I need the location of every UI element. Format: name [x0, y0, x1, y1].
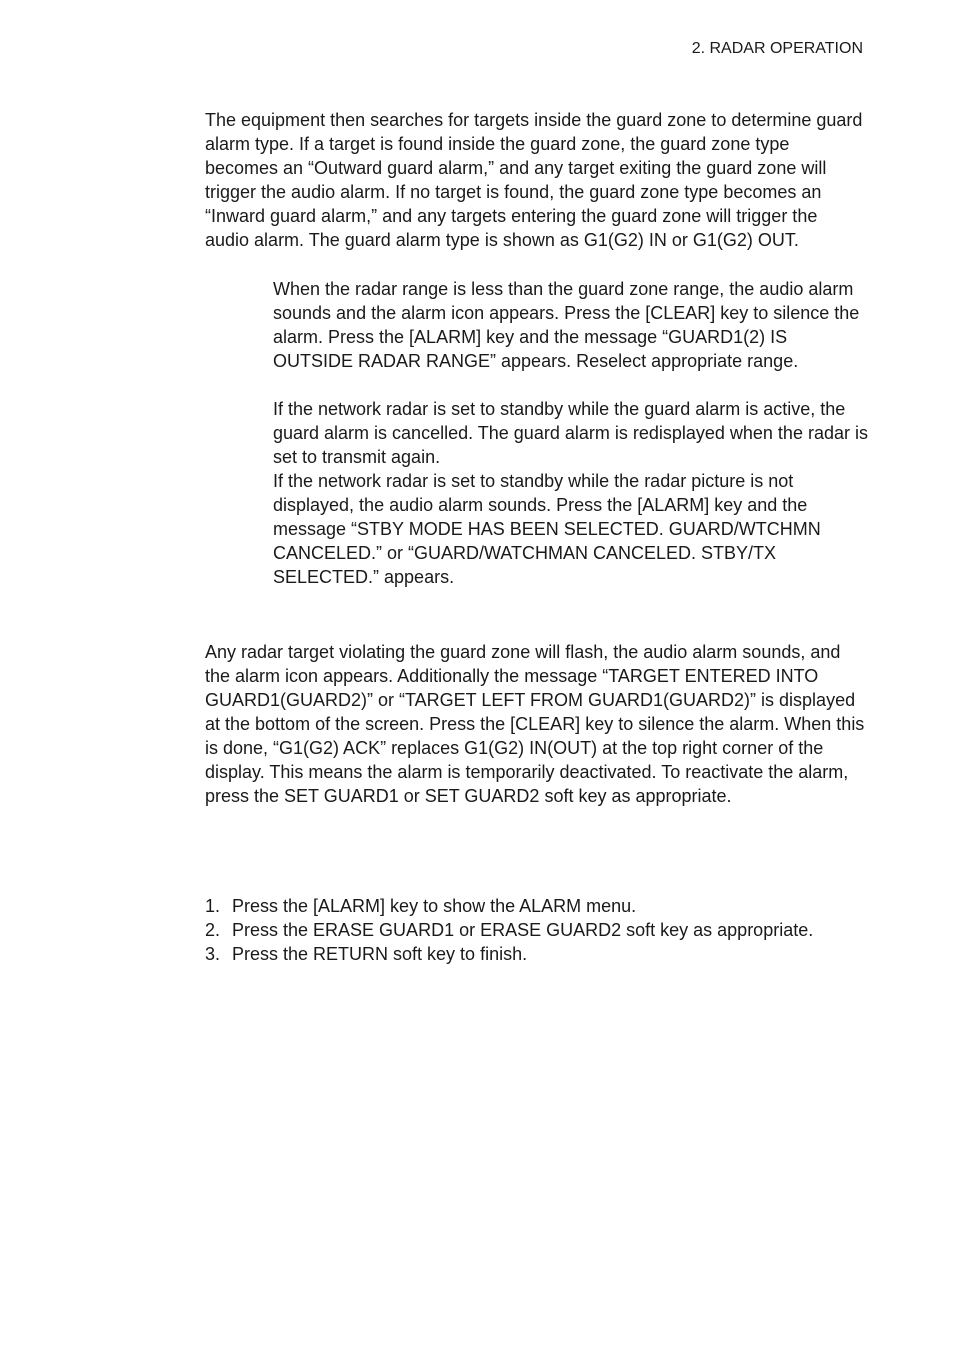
- paragraph-guard-zone-violation: Any radar target violating the guard zone will flash, the audio alarm sounds, and the alarm icon appears. Additionally the message “TARGET ENTERED INTO GUARD1(GUARD2)” or “TARGET LEFT FROM GUARD1(GUARD2)” is displayed at the bottom of the screen. Press the [CLEAR] key to silence the alarm. When this is done, “G1(G2) ACK” replaces G1(G2) IN(OUT) at the top right corner of the display. This means the alarm is temporarily deactivated. To reactivate the alarm, press the SET GUARD1 or SET GUARD2 soft key as appropriate.: [205, 642, 865, 806]
- note-standby-picture-not-displayed: If the network radar is set to standby while the radar picture is not displayed, the audio alarm sounds. Press the [ALARM] key and the message “STBY MODE HAS BEEN SELECTED. GUARD/WTCHMN CANCELED.” or “GUARD/WATCHMAN CANCELED. STBY/TX SELECTED.” appears.: [273, 471, 821, 587]
- erase-guard-steps-list: [205, 894, 865, 966]
- list-item: [205, 918, 865, 942]
- note-standby-while-active: If the network radar is set to standby while the guard alarm is active, the guard alarm is cancelled. The guard alarm is redisplayed when the radar is set to transmit again.: [273, 399, 868, 467]
- step-text: Press the RETURN soft key to finish.: [232, 944, 528, 964]
- step-number: 2.: [205, 920, 221, 940]
- step-number: 1.: [205, 896, 221, 916]
- step-text: Press the [ALARM] key to show the ALARM menu.: [232, 896, 637, 916]
- step-number: 3.: [205, 944, 221, 964]
- note-range-less-than-guard-zone: When the radar range is less than the guard zone range, the audio alarm sounds and the alarm icon appears. Press the [CLEAR] key to silence the alarm. Press the [ALARM] key and the message “GUARD1(2) IS OUTSIDE RADAR RANGE” appears. Reselect appropriate range.: [273, 279, 860, 371]
- step-text: Press the ERASE GUARD1 or ERASE GUARD2 soft key as appropriate.: [232, 920, 814, 940]
- list-item: [205, 894, 865, 918]
- paragraph-guard-alarm-type: The equipment then searches for targets inside the guard zone to determine guard alarm type. If a target is found inside the guard zone, the guard zone type becomes an “Outward guard alarm,” and any target exiting the guard zone will trigger the audio alarm. If no target is found, the guard zone type becomes an “Inward guard alarm,” and any targets entering the guard zone will trigger the audio alarm. The guard alarm type is shown as G1(G2) IN or G1(G2) OUT.: [205, 110, 863, 250]
- list-item: [205, 942, 865, 966]
- running-header: 2. RADAR OPERATION: [691, 40, 863, 57]
